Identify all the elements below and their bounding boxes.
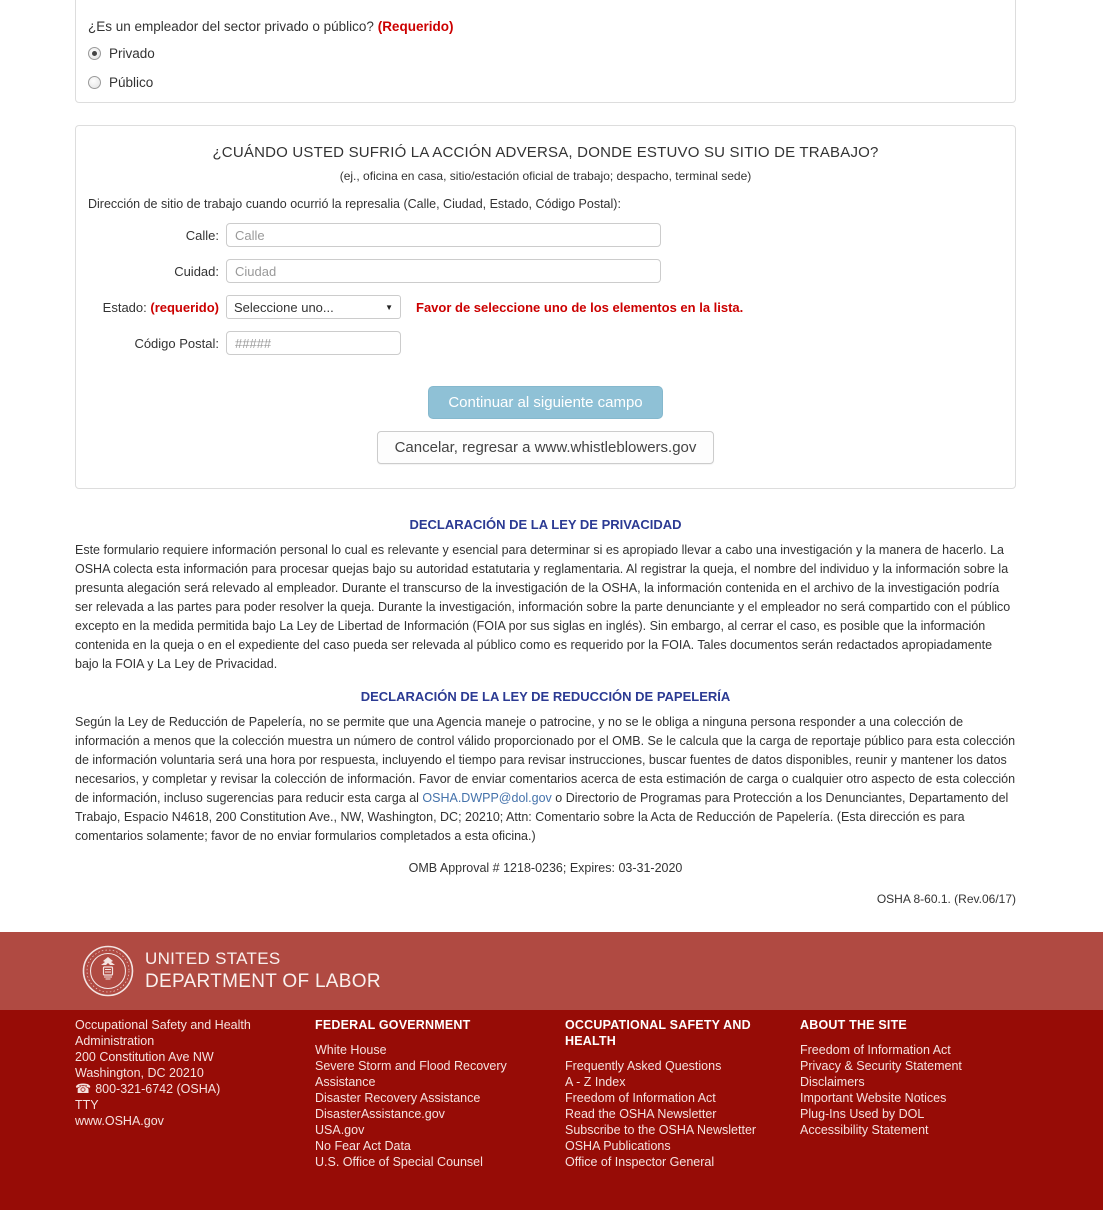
site-footer [0,1010,1103,1210]
footer-link[interactable]: A - Z Index [565,1075,626,1089]
state-label-text: Estado: [102,299,147,315]
footer-link[interactable]: DisasterAssistance.gov [315,1107,445,1121]
employer-sector-question [88,19,1003,34]
tty-link[interactable]: TTY [75,1098,99,1112]
osha-website-link[interactable]: www.OSHA.gov [75,1114,164,1128]
radio-label-privado: Privado [109,45,155,61]
footer-heading-osh: OCCUPATIONAL SAFETY AND HEALTH [565,1018,751,1048]
footer-link[interactable]: Severe Storm and Flood Recovery Assistance [315,1059,507,1089]
state-label [88,300,226,315]
footer-links-about [800,1042,1016,1138]
contact-line: Washington, DC 20210 [75,1066,204,1080]
dol-banner-line2: DEPARTMENT OF LABOR [145,971,381,992]
radio-label-publico: Público [109,74,154,90]
footer-link[interactable]: Office of Inspector General [565,1155,715,1169]
footer-heading-federal-government: FEDERAL GOVERNMENT [315,1018,471,1032]
worksite-instruction: Dirección de sitio de trabajo cuando ocurrió la represalia (Calle, Ciudad, Estado, Código Postal): [88,197,621,211]
privacy-act-body: Este formulario requiere información personal lo cual es relevante y esencial para determinar si es apropiado llevar a cabo una investigación y la manera de hacerlo. La OSHA colecta esta información para procesar quejas bajo su autoridad estatutaria y reglamentaria. Al registrar la queja, el nombre del individuo y la información sobre la presunta alegación será relevado al empleador. Durante el transcurso de la investigación de la OSHA, la información contenida en el archivo de la investigación podría ser relevada a las partes para poder resolver la queja. Durante la investigación, información sobre la parte denunciante y el empleador no será compartido con el público excepto en la medida permitida bajo La Ley de Libertad de Información (FOIA por sus siglas en inglés). Sin embargo, al cerrar el caso, es posible que la información contenida en la queja o en el expediente del caso pueda ser relevada al público como es requerido por la FOIA. Tales documentos serán redactados apropiadamente bajo la FOIA y La Ley de Privacidad. [75,543,1011,671]
footer-link[interactable]: OSHA Publications [565,1139,671,1153]
contact-phone-row [75,1081,300,1097]
paperwork-act-body [75,713,1016,846]
radio-option-publico[interactable] [88,72,1003,92]
state-field-row [88,295,1003,319]
city-label: Cuidad: [174,263,219,279]
footer-column-about [800,1017,1016,1138]
footer-link[interactable]: Important Website Notices [800,1091,947,1105]
phone-icon: ☎ [75,1081,92,1096]
state-error-message: Favor de seleccione uno de los elementos en la lista. [416,299,744,315]
state-required-label: (requerido) [150,299,219,315]
street-field-row [88,223,1003,247]
radio-button-publico[interactable] [88,76,101,89]
footer-link[interactable]: U.S. Office of Special Counsel [315,1155,483,1169]
worksite-panel-title: ¿CUÁNDO USTED SUFRIÓ LA ACCIÓN ADVERSA, DONDE ESTUVO SU SITIO DE TRABAJO? [212,144,879,161]
footer-link[interactable]: Read the OSHA Newsletter [565,1107,717,1121]
omb-approval-line: OMB Approval # 1218-0236; Expires: 03-31-2020 [408,861,683,875]
radio-option-privado[interactable] [88,43,1003,63]
footer-link[interactable]: Freedom of Information Act [800,1043,951,1057]
continue-button[interactable]: Continuar al siguiente campo [428,386,662,419]
worksite-address-panel [75,125,1016,489]
cancel-button[interactable]: Cancelar, regresar a www.whistleblowers.gov [377,431,715,464]
footer-link[interactable]: White House [315,1043,387,1057]
footer-link[interactable]: Freedom of Information Act [565,1091,716,1105]
footer-column-osh [565,1017,785,1170]
contact-phone-number: 800-321-6742 (OSHA) [95,1082,221,1096]
contact-address [75,1017,300,1081]
footer-link[interactable]: Subscribe to the OSHA Newsletter [565,1123,757,1137]
footer-contact-column [75,1017,300,1129]
paperwork-body-end: o Directorio de Programas para Protección a los Denunciantes, Departamento del Trabajo, Espacio N4618, 200 Constitution Ave., NW, Washington, DC; 20210; Attn: Comentario sobre la Acta de Reducción de Papelería. (Esta dirección es para comentarios solamente; favor de no enviar formularios completados a esta oficina.) [75,791,1009,843]
question-text: ¿Es un empleador del sector privado o público? [88,19,374,34]
contact-line: Occupational Safety and Health Administration [75,1018,251,1048]
paperwork-body-start: Según la Ley de Reducción de Papelería, no se permite que una Agencia maneje o patrocine, y no se le obliga a ninguna persona responder a una colección de información a menos que la colección muestra un número de control válido proporcionado por el OMB. Se le calcula que la carga de reportaje público para esta colección de información voluntaria será una hora por respuesta, incluyendo el tiempo para revisar instrucciones, buscar fuentes de datos disponibles, reunir y mantener los datos necesarios, y completar y revisar la colección de información. Favor de enviar comentarios acerca de esta estimación de carga o cualquier otro aspecto de esta colección de información, incluso sugerencias para reducir esta carga al [75,715,1016,805]
zip-field-row [88,331,1003,355]
dol-banner-line1: UNITED STATES [145,949,281,968]
form-revision-label: OSHA 8-60.1. (Rev.06/17) [876,892,1016,906]
footer-links-osh [565,1058,785,1170]
form-buttons [88,386,1003,464]
worksite-panel-subtitle: (ej., oficina en casa, sitio/estación oficial de trabajo; despacho, terminal sede) [339,169,752,183]
radio-button-privado[interactable] [88,47,101,60]
street-label: Calle: [185,227,219,243]
dol-banner [0,932,1103,1010]
main-content [75,0,1016,906]
state-select-value: Seleccione uno... [234,299,334,315]
employer-sector-panel [75,0,1016,103]
footer-link[interactable]: Privacy & Security Statement [800,1059,962,1073]
contact-line: 200 Constitution Ave NW [75,1050,214,1064]
footer-links-federal-government [315,1042,550,1170]
zip-input[interactable] [226,331,401,355]
zip-label: Código Postal: [134,335,219,351]
dol-seal-logo [82,945,134,997]
city-input[interactable] [226,259,661,283]
footer-column-federal-government [315,1017,550,1170]
footer-link[interactable]: Frequently Asked Questions [565,1059,722,1073]
osha-email-link[interactable]: OSHA.DWPP@dol.gov [422,791,552,805]
footer-link[interactable]: Disaster Recovery Assistance [315,1091,481,1105]
footer-link[interactable]: USA.gov [315,1123,365,1137]
street-input[interactable] [226,223,661,247]
footer-heading-about: ABOUT THE SITE [800,1018,907,1032]
footer-link[interactable]: Plug-Ins Used by DOL [800,1107,925,1121]
chevron-down-icon: ▼ [385,302,393,312]
required-label: (Requerido) [377,19,454,34]
footer-link[interactable]: Accessibility Statement [800,1123,929,1137]
footer-link[interactable]: Disclaimers [800,1075,865,1089]
privacy-act-heading: DECLARACIÓN DE LA LEY DE PRIVACIDAD [409,517,682,532]
paperwork-act-heading: DECLARACIÓN DE LA LEY DE REDUCCIÓN DE PAPELERÍA [360,689,731,704]
state-select[interactable] [226,295,401,319]
dol-banner-titles [145,949,381,993]
city-field-row [88,259,1003,283]
footer-link[interactable]: No Fear Act Data [315,1139,411,1153]
